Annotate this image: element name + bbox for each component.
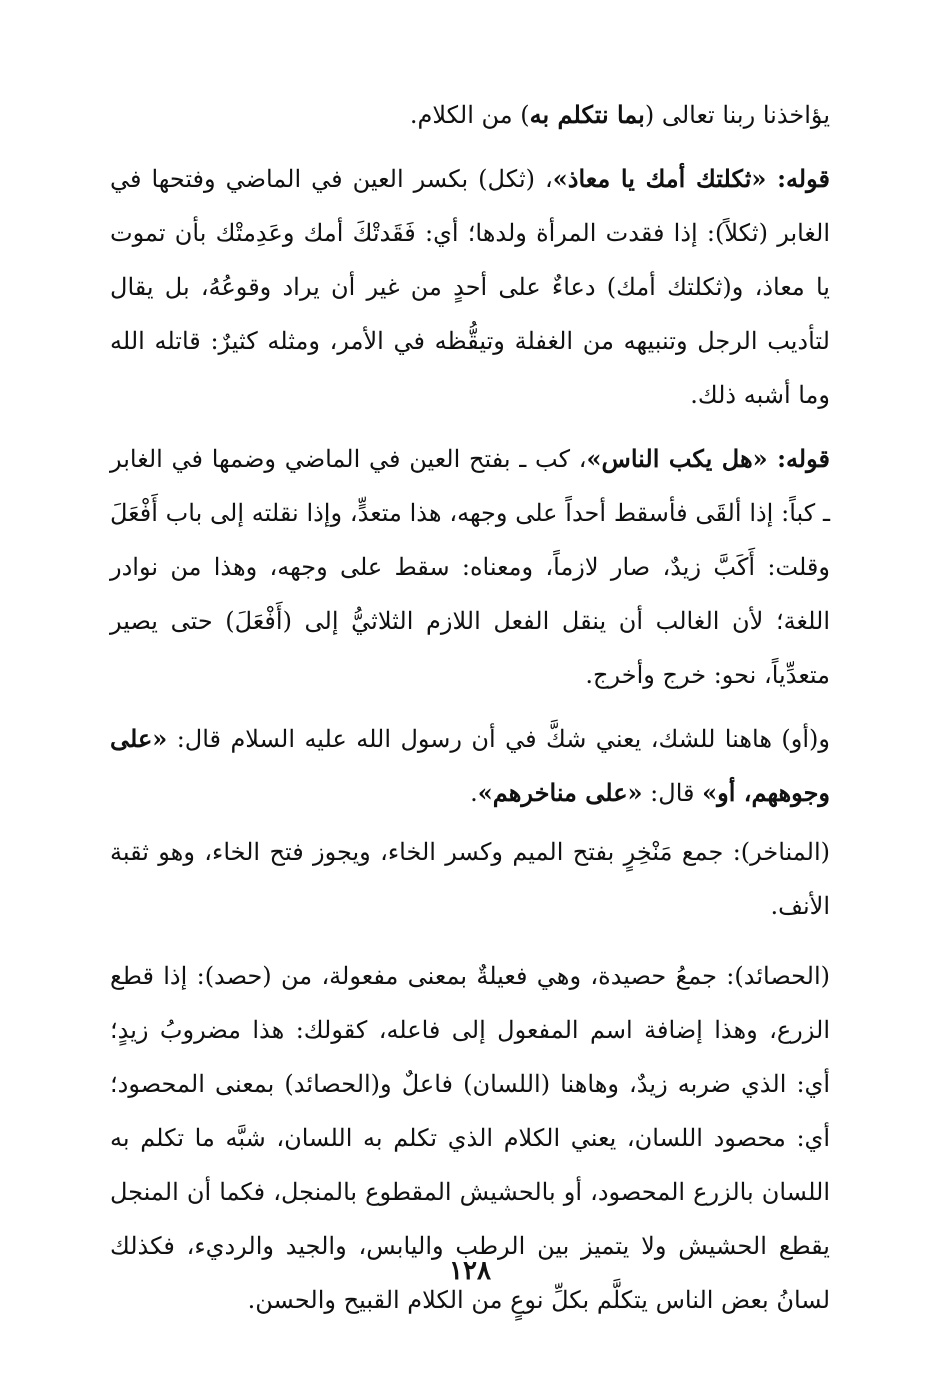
paragraph-continuation (110, 88, 830, 142)
para3-text-1: و(أو) هاهنا للشك، يعني شكَّ في أن رسول الله عليه السلام قال: (167, 725, 830, 753)
paragraph-thakilatka (110, 152, 830, 422)
para2-heading-quote: قوله: «هل يكب الناس» (586, 444, 830, 473)
para3-bold-2: «على مناخرهم» (477, 778, 643, 807)
paragraph-yakubbu (110, 432, 830, 702)
para3-text-2: قال: (642, 779, 703, 807)
paragraph-aw-doubt (110, 712, 830, 820)
para1-text: ، (ثكل) بكسر العين في الماضي وفتحها في الغابر (ثكلاً): إذا فقدت المرأة ولدها؛ أي: فَقَدتْكَ أمك وعَدِمتْك بأن تموت يا معاذ، و(ثكلتك أمك) دعاءٌ على أحدٍ من غير أن يراد وقوعُهُ، بل يقال لتأديب الرجل وتنبيهه من الغفلة وتيقُّظه في الأمر، ومثله كثيرٌ: قاتله الله وما أشبه ذلك. (110, 165, 830, 409)
para3-bold-1: «على وجوههم، أو» (110, 724, 830, 807)
para0-text-1: يؤاخذنا ربنا تعالى ( (644, 101, 830, 129)
para0-text-2: ) من الكلام. (409, 101, 530, 129)
para3-text-3: . (470, 779, 478, 807)
para5-text: (الحصائد): جمعُ حصيدة، وهي فعيلةٌ بمعنى مفعولة، من (حصد): إذا قطع الزرع، وهذا إضافة اسم المفعول إلى فاعله، كقولك: هذا مضروبُ زيدٍ؛ أي: الذي ضربه زيدٌ، وهاهنا (اللسان) فاعلٌ و(الحصائد) بمعنى المحصود؛ أي: محصود اللسان، يعني الكلام الذي تكلم به اللسان، شبَّه ما تكلم به اللسان بالزرع المحصود، أو بالحشيش المقطوع بالمنجل، فكما أن المنجل يقطع الحشيش ولا يتميز بين الرطب واليابس، والجيد والرديء، فكذلك لسانُ بعض الناس يتكلَّم بكلِّ نوعٍ من الكلام القبيح والحسن. (110, 962, 830, 1314)
paragraph-manakhir (110, 825, 830, 933)
page-number: ١٢٨ (449, 1256, 491, 1286)
para4-text: (المناخر): جمع مَنْخِرٍ بفتح الميم وكسر الخاء، ويجوز فتح الخاء، وهو ثقبة الأنف. (110, 838, 830, 920)
para1-heading-quote: قوله: «ثكلتك أمك يا معاذ» (552, 164, 830, 193)
para2-text: ، كب ـ بفتح العين في الماضي وضمها في الغابر ـ كباً: إذا ألقَى فأسقط أحداً على وجهه، هذا متعدٍّ، وإذا نقلته إلى باب أَفْعَلَ وقلت: أَكَبَّ زيدٌ، صار لازماً، ومعناه: سقط على وجهه، وهذا من نوادر اللغة؛ لأن الغالب أن ينقل الفعل اللازم الثلاثيُّ إلى (أَفْعَلَ) حتى يصير متعدِّياً، نحو: خرج وأخرج. (110, 445, 830, 689)
para0-bold-phrase: بما نتكلم به (529, 100, 645, 129)
